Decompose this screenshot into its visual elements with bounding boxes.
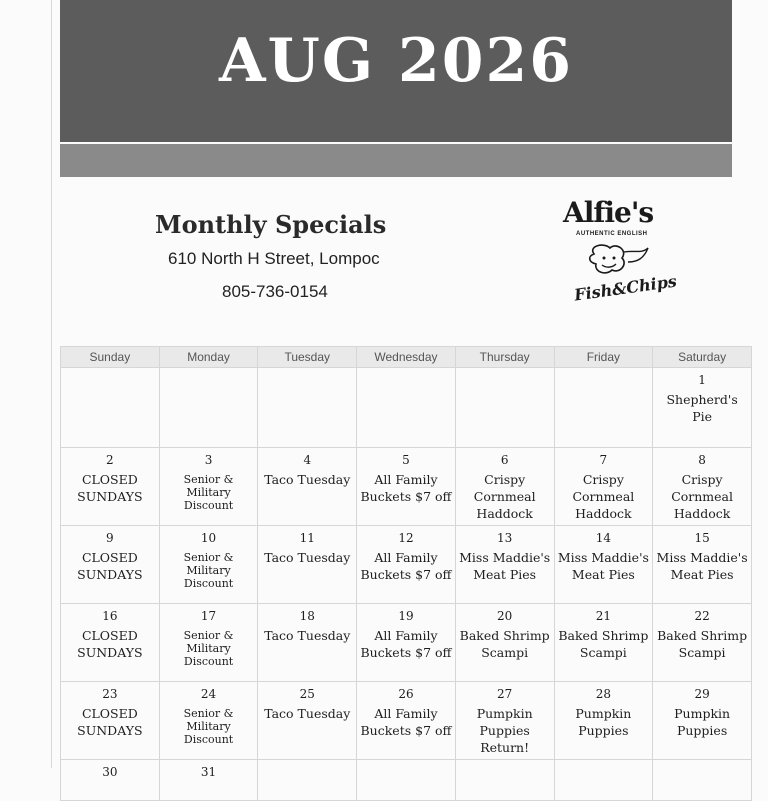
calendar-day-cell bbox=[258, 604, 357, 682]
calendar-day-cell bbox=[61, 526, 160, 604]
calendar-week-row bbox=[61, 526, 752, 604]
weekday-header-row bbox=[61, 347, 752, 368]
calendar-week-row bbox=[61, 604, 752, 682]
day-special: Senior & Military Discount bbox=[183, 707, 234, 746]
calendar-day-cell bbox=[357, 760, 456, 801]
calendar-day-cell bbox=[61, 760, 160, 801]
day-special: Baked Shrimp Scampi bbox=[558, 628, 649, 660]
calendar-day-cell bbox=[455, 448, 554, 526]
calendar-day-cell bbox=[357, 368, 456, 448]
logo-name: Alfie's bbox=[563, 196, 654, 229]
calendar-day-cell bbox=[554, 682, 653, 760]
calendar-day-cell bbox=[159, 760, 258, 801]
day-number: 6 bbox=[500, 453, 509, 467]
day-special: Pumpkin Puppies bbox=[674, 706, 731, 738]
day-number: 30 bbox=[102, 765, 118, 779]
day-number: 23 bbox=[102, 687, 118, 701]
day-special: Shepherd's Pie bbox=[666, 392, 738, 424]
calendar-day-cell bbox=[258, 368, 357, 448]
calendar-day-cell bbox=[653, 448, 752, 526]
day-number: 11 bbox=[299, 531, 315, 545]
day-number: 26 bbox=[398, 687, 414, 701]
day-number: 21 bbox=[595, 609, 611, 623]
day-number: 15 bbox=[694, 531, 710, 545]
calendar-day-cell bbox=[653, 526, 752, 604]
day-number: 20 bbox=[497, 609, 513, 623]
calendar-week-row bbox=[61, 448, 752, 526]
weekday-header: Friday bbox=[554, 347, 653, 368]
day-special: All Family Buckets $7 off bbox=[360, 706, 452, 738]
fish-and-chips-mascot-icon bbox=[568, 240, 678, 305]
restaurant-phone: 805-736-0154 bbox=[222, 282, 328, 301]
day-number: 8 bbox=[698, 453, 706, 467]
day-special: Crispy Cornmeal Haddock bbox=[572, 472, 635, 521]
day-number: 24 bbox=[200, 687, 217, 701]
day-special: Miss Maddie's Meat Pies bbox=[557, 550, 649, 582]
title-banner bbox=[60, 0, 732, 142]
weekday-header: Tuesday bbox=[258, 347, 357, 368]
calendar-day-cell bbox=[258, 682, 357, 760]
day-special: CLOSED SUNDAYS bbox=[77, 628, 143, 660]
month-title: AUG 2026 bbox=[219, 26, 573, 96]
specials-heading: Monthly Specials bbox=[155, 210, 387, 239]
day-special: CLOSED SUNDAYS bbox=[77, 472, 143, 504]
day-special: Taco Tuesday bbox=[264, 472, 351, 487]
day-number: 18 bbox=[299, 609, 315, 623]
calendar-day-cell bbox=[455, 760, 554, 801]
day-number: 25 bbox=[299, 687, 315, 701]
day-special: CLOSED SUNDAYS bbox=[77, 550, 143, 582]
day-special: All Family Buckets $7 off bbox=[360, 628, 452, 660]
calendar-day-cell bbox=[357, 448, 456, 526]
weekday-header: Saturday bbox=[653, 347, 752, 368]
calendar-day-cell bbox=[653, 368, 752, 448]
weekday-header: Thursday bbox=[455, 347, 554, 368]
day-special: All Family Buckets $7 off bbox=[360, 472, 452, 504]
weekday-header: Sunday bbox=[61, 347, 160, 368]
day-special: Miss Maddie's Meat Pies bbox=[656, 550, 748, 582]
calendar-day-cell bbox=[159, 526, 258, 604]
day-special: Senior & Military Discount bbox=[183, 551, 234, 590]
day-number: 7 bbox=[599, 453, 608, 467]
calendar-day-cell bbox=[554, 368, 653, 448]
sub-banner bbox=[60, 144, 732, 177]
calendar-day-cell bbox=[61, 448, 160, 526]
calendar-day-cell bbox=[159, 604, 258, 682]
calendar-day-cell bbox=[554, 760, 653, 801]
calendar-day-cell bbox=[258, 526, 357, 604]
day-special: Crispy Cornmeal Haddock bbox=[473, 472, 536, 521]
calendar-day-cell bbox=[554, 604, 653, 682]
day-number: 27 bbox=[497, 687, 513, 701]
calendar-day-cell bbox=[61, 604, 160, 682]
day-number: 16 bbox=[102, 609, 118, 623]
calendar-day-cell bbox=[258, 760, 357, 801]
calendar-day-cell bbox=[653, 604, 752, 682]
day-special: CLOSED SUNDAYS bbox=[77, 706, 143, 738]
day-number: 31 bbox=[200, 765, 217, 779]
calendar-day-cell bbox=[159, 448, 258, 526]
day-number: 1 bbox=[698, 373, 706, 387]
calendar-day-cell bbox=[159, 682, 258, 760]
calendar-day-cell bbox=[554, 448, 653, 526]
calendar-week-row bbox=[61, 682, 752, 760]
calendar-day-cell bbox=[653, 682, 752, 760]
calendar-week-row bbox=[61, 368, 752, 448]
day-number: 9 bbox=[106, 531, 114, 545]
day-number: 29 bbox=[694, 687, 710, 701]
restaurant-address: 610 North H Street, Lompoc bbox=[168, 249, 380, 268]
day-special: Baked Shrimp Scampi bbox=[657, 628, 748, 660]
calendar-day-cell bbox=[554, 526, 653, 604]
day-special: Crispy Cornmeal Haddock bbox=[671, 472, 734, 521]
day-special: Senior & Military Discount bbox=[183, 629, 234, 668]
calendar-week-row bbox=[61, 760, 752, 801]
day-number: 28 bbox=[595, 687, 611, 701]
day-number: 10 bbox=[200, 531, 217, 545]
calendar-day-cell bbox=[258, 448, 357, 526]
day-number: 19 bbox=[398, 609, 414, 623]
calendar-day-cell bbox=[61, 682, 160, 760]
weekday-header: Wednesday bbox=[357, 347, 456, 368]
day-special: Pumpkin Puppies Return! bbox=[476, 706, 533, 755]
calendar-day-cell bbox=[357, 682, 456, 760]
svg-text:Fish&Chips: Fish&Chips bbox=[573, 271, 678, 305]
calendar-day-cell bbox=[61, 368, 160, 448]
day-number: 4 bbox=[303, 453, 312, 467]
calendar-day-cell bbox=[455, 604, 554, 682]
day-number: 13 bbox=[497, 531, 513, 545]
calendar-day-cell bbox=[159, 368, 258, 448]
day-special: Miss Maddie's Meat Pies bbox=[459, 550, 551, 582]
calendar-day-cell bbox=[455, 682, 554, 760]
calendar-day-cell bbox=[653, 760, 752, 801]
day-number: 2 bbox=[106, 453, 114, 467]
calendar-day-cell bbox=[455, 526, 554, 604]
day-special: Baked Shrimp Scampi bbox=[459, 628, 550, 660]
calendar-day-cell bbox=[357, 526, 456, 604]
calendar-day-cell bbox=[455, 368, 554, 448]
logo-tagline: AUTHENTIC ENGLISH bbox=[576, 231, 648, 237]
day-number: 12 bbox=[398, 531, 414, 545]
weekday-header: Monday bbox=[159, 347, 258, 368]
day-special: Senior & Military Discount bbox=[183, 473, 234, 512]
day-special: All Family Buckets $7 off bbox=[360, 550, 452, 582]
day-number: 14 bbox=[595, 531, 611, 545]
day-number: 17 bbox=[200, 609, 217, 623]
calendar-grid bbox=[60, 346, 752, 801]
calendar-day-cell bbox=[357, 604, 456, 682]
day-number: 5 bbox=[402, 453, 410, 467]
day-special: Taco Tuesday bbox=[264, 550, 351, 565]
day-number: 22 bbox=[694, 609, 710, 623]
alfies-logo bbox=[560, 196, 678, 306]
day-special: Taco Tuesday bbox=[264, 628, 351, 643]
day-special: Taco Tuesday bbox=[264, 706, 351, 721]
day-number: 3 bbox=[204, 453, 213, 467]
page-margin-rule bbox=[51, 0, 52, 768]
day-special: Pumpkin Puppies bbox=[575, 706, 632, 738]
